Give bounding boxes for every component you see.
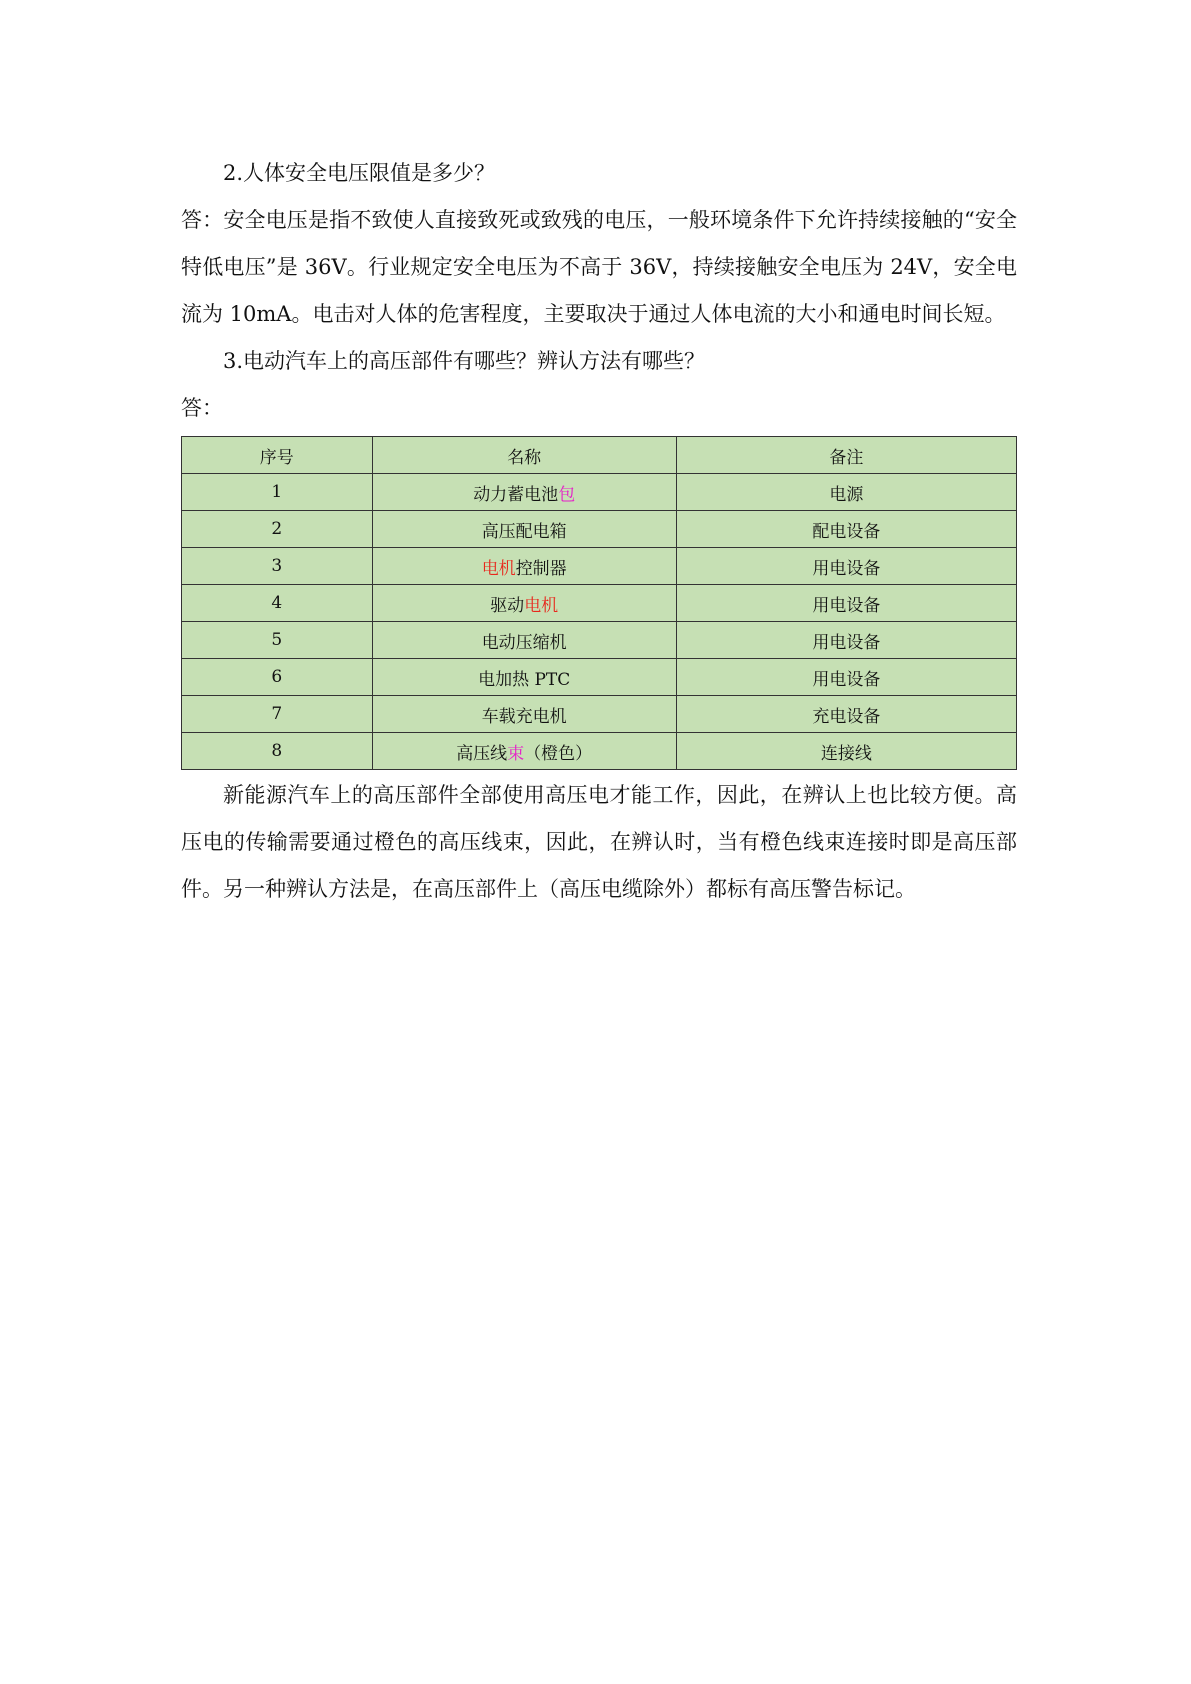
high-voltage-parts-table: [181, 436, 1017, 770]
cell-no: 4: [182, 585, 373, 622]
conclusion-paragraph: 新能源汽车上的高压部件全部使用高压电才能工作，因此，在辨认上也比较方便。高压电的传输需要通过橙色的高压线束，因此，在辨认时，当有橙色线束连接时即是高压部件。另一种辨认方法是，在高压部件上（高压电缆除外）都标有高压警告标记。: [181, 783, 1017, 901]
name-text: 动力蓄电池: [473, 484, 559, 505]
table-row: [182, 622, 1017, 659]
name-highlight-pink: 束: [507, 743, 525, 764]
table-row: [182, 733, 1017, 770]
cell-note: 连接线: [676, 733, 1016, 770]
answer-3-label: 答：: [181, 396, 223, 420]
cell-no: 6: [182, 659, 373, 696]
cell-name: 高压配电箱: [372, 511, 676, 548]
document-content: [181, 150, 1017, 913]
name-suffix: （橙色）: [524, 743, 593, 764]
cell-note: 用电设备: [676, 585, 1016, 622]
name-highlight-pink: 包: [558, 484, 576, 505]
cell-note: 电源: [676, 474, 1016, 511]
cell-note: 用电设备: [676, 659, 1016, 696]
cell-name: 车载充电机: [372, 696, 676, 733]
table-row: [182, 474, 1017, 511]
cell-name: 电动压缩机: [372, 622, 676, 659]
cell-no: 3: [182, 548, 373, 585]
answer-2: 答：安全电压是指不致使人直接致死或致残的电压，一般环境条件下允许持续接触的“安全特低电压”是 36V。行业规定安全电压为不高于 36V，持续接触安全电压为 24V，安全电流为 10mA。电击对人体的危害程度，主要取决于通过人体电流的大小和通电时间长短。: [181, 208, 1017, 326]
cell-name: [372, 548, 676, 585]
name-text: 控制器: [515, 558, 567, 579]
cell-name: [372, 474, 676, 511]
table-row: [182, 585, 1017, 622]
name-highlight-red: 电机: [524, 595, 559, 616]
table-row: [182, 548, 1017, 585]
cell-note: 配电设备: [676, 511, 1016, 548]
table-row: [182, 659, 1017, 696]
header-name: 名称: [372, 437, 676, 474]
cell-name: [372, 733, 676, 770]
cell-no: 1: [182, 474, 373, 511]
cell-note: 充电设备: [676, 696, 1016, 733]
name-highlight-red: 电机: [481, 558, 516, 579]
name-text: 驱动: [490, 595, 525, 616]
table-header-row: [182, 437, 1017, 474]
question-2: 2.人体安全电压限值是多少？: [223, 161, 496, 185]
cell-note: 用电设备: [676, 548, 1016, 585]
cell-note: 用电设备: [676, 622, 1016, 659]
cell-no: 7: [182, 696, 373, 733]
cell-name: 电加热 PTC: [372, 659, 676, 696]
header-no: 序号: [182, 437, 373, 474]
cell-no: 2: [182, 511, 373, 548]
table-row: [182, 511, 1017, 548]
table-row: [182, 696, 1017, 733]
question-3: 3.电动汽车上的高压部件有哪些？辨认方法有哪些？: [223, 349, 706, 373]
header-note: 备注: [676, 437, 1016, 474]
cell-no: 5: [182, 622, 373, 659]
cell-name: [372, 585, 676, 622]
cell-no: 8: [182, 733, 373, 770]
name-text: 高压线: [456, 743, 508, 764]
